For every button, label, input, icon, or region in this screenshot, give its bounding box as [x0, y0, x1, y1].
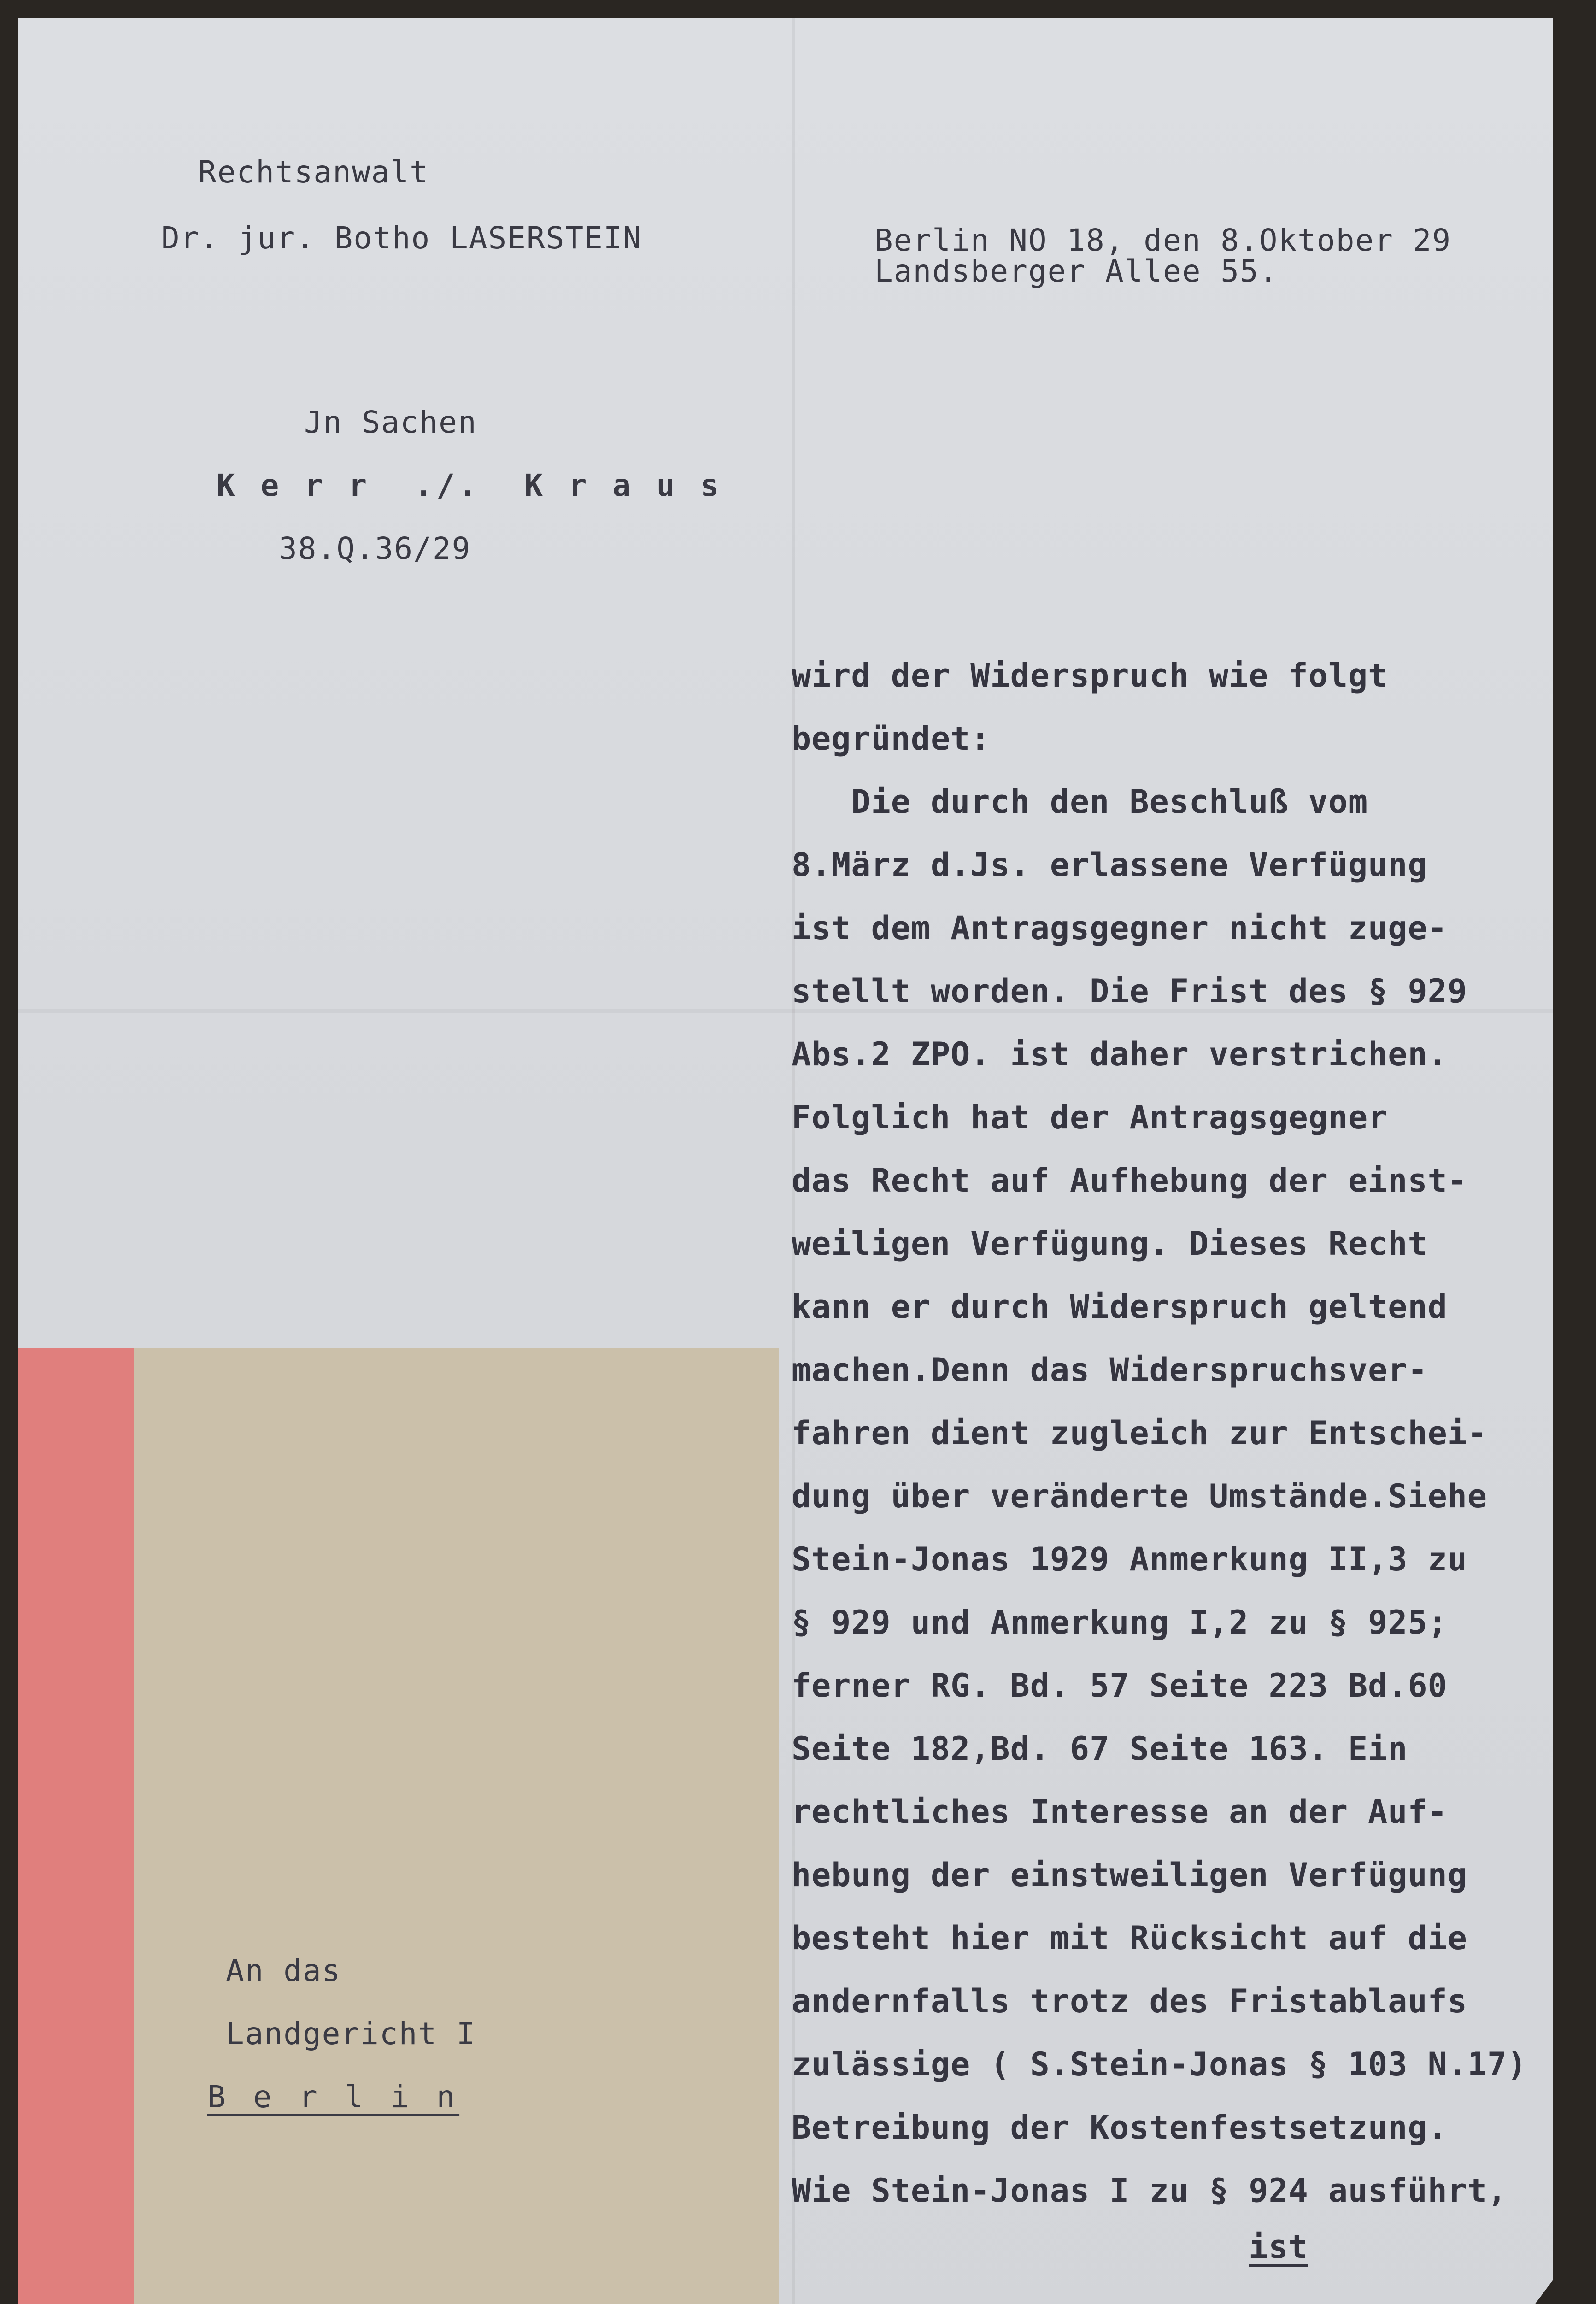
address-line-1: Berlin NO 18, den 8.Oktober 29 — [874, 223, 1452, 258]
body-line: dung über veränderte Umstände.Siehe — [792, 1477, 1488, 1515]
recipient-line-2: Landgericht I — [226, 2016, 476, 2051]
address-line-2: Landsberger Allee 55. — [874, 253, 1279, 289]
body-line: Stein-Jonas 1929 Anmerkung II,3 zu — [792, 1540, 1467, 1578]
body-line: hebung der einstweiligen Verfügung — [792, 1856, 1467, 1894]
body-line: Abs.2 ZPO. ist daher verstrichen. — [792, 1035, 1448, 1073]
body-line: rechtliches Interesse an der Auf- — [792, 1793, 1448, 1831]
recipient-line-3: B e r l i n — [207, 2079, 460, 2115]
case-intro: Jn Sachen — [304, 405, 477, 440]
case-file-number: 38.Q.36/29 — [279, 531, 471, 566]
letterhead-title: Rechtsanwalt — [198, 154, 429, 190]
body-line: stellt worden. Die Frist des § 929 — [792, 972, 1467, 1010]
body-line: Betreibung der Kostenfestsetzung. — [792, 2109, 1448, 2146]
body-line: 8.März d.Js. erlassene Verfügung — [792, 846, 1428, 884]
body-line: andernfalls trotz des Fristablaufs — [792, 1982, 1467, 2020]
recipient-line-1: An das — [226, 1953, 341, 1988]
body-line: Wie Stein-Jonas I zu § 924 ausführt, — [792, 2172, 1508, 2210]
body-line: weiligen Verfügung. Dieses Recht — [792, 1225, 1428, 1263]
body-line: Folglich hat der Antragsgegner — [792, 1099, 1388, 1136]
body-line: § 929 und Anmerkung I,2 zu § 925; — [792, 1604, 1448, 1641]
body-line: wird der Widerspruch wie folgt — [792, 657, 1388, 694]
body-line: ferner RG. Bd. 57 Seite 223 Bd.60 — [792, 1667, 1448, 1704]
body-line: fahren dient zugleich zur Entschei- — [792, 1414, 1488, 1452]
vertical-fold — [792, 18, 795, 2304]
body-line: machen.Denn das Widerspruchsver- — [792, 1351, 1428, 1389]
letterhead-name: Dr. jur. Botho LASERSTEIN — [161, 220, 642, 256]
body-line: ist dem Antragsgegner nicht zuge- — [792, 909, 1448, 947]
body-line: Seite 182,Bd. 67 Seite 163. Ein — [792, 1730, 1408, 1768]
body-line: Die durch den Beschluß vom — [792, 783, 1368, 821]
body-line: zulässige ( S.Stein-Jonas § 103 N.17) — [792, 2045, 1527, 2083]
red-folder-tab — [18, 1348, 134, 2304]
case-parties: K e r r ./. K r a u s — [217, 468, 722, 503]
body-line: das Recht auf Aufhebung der einst- — [792, 1162, 1467, 1199]
catchword: ist — [1249, 2228, 1308, 2266]
body-line: kann er durch Widerspruch geltend — [792, 1288, 1448, 1326]
body-line: besteht hier mit Rücksicht auf die — [792, 1919, 1467, 1957]
body-line: begründet: — [792, 720, 991, 758]
